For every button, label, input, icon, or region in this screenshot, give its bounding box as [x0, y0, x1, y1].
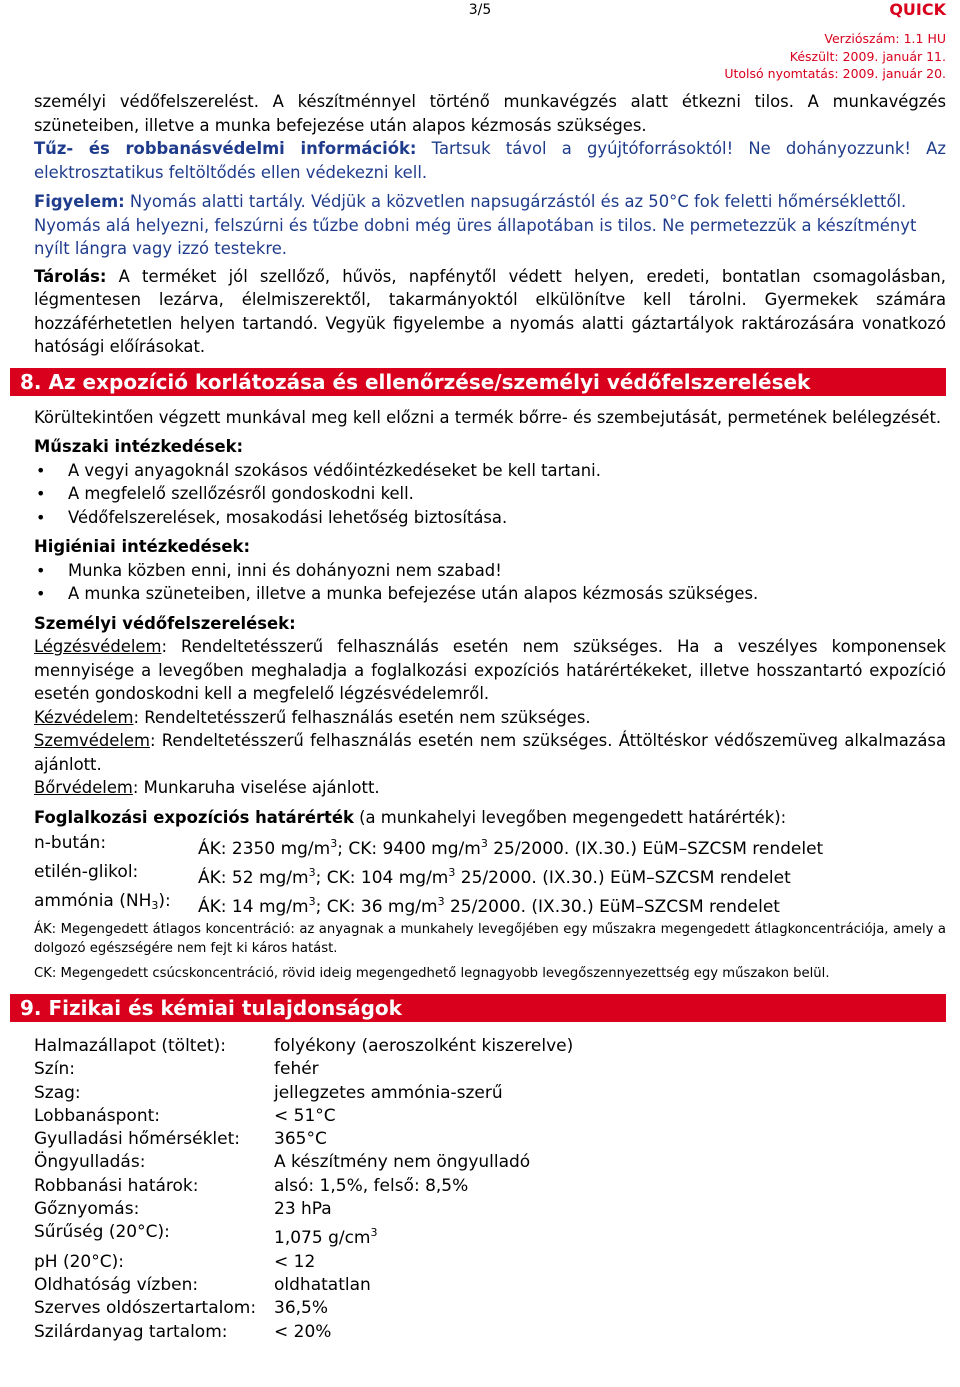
document-body [20, 90, 946, 1344]
fire-text: Tartsuk távol a gyújtóforrásoktól! Ne dohányozzunk! Az elektrosztatikus feltöltődés ellen védekezni kell. [34, 139, 946, 182]
hygiene-measures-heading: Higiéniai intézkedések: [34, 537, 251, 556]
property-row [34, 1221, 946, 1250]
created-date: Készült: 2009. január 11. [789, 48, 946, 64]
ck-definition-note: CK: Megengedett csúcskoncentráció, rövid ideig megengedhető legnagyobb levegőszennyezettség egy műszakon belül. [34, 966, 830, 981]
property-value: folyékony (aeroszolként kiszerelve) [274, 1036, 574, 1056]
limit-values [198, 829, 823, 858]
section-8-title: 8. Az expozíció korlátozása és ellenőrzése/személyi védőfelszerelések [10, 368, 946, 396]
property-value: fehér [274, 1059, 319, 1080]
property-row [34, 1321, 946, 1344]
property-value: < 12 [274, 1251, 316, 1272]
property-value: 36,5% [274, 1298, 329, 1319]
property-label: Öngyulladás: [34, 1152, 146, 1173]
property-label: Szilárdanyag tartalom: [34, 1321, 228, 1342]
technical-measures-heading: Műszaki intézkedések: [34, 437, 244, 456]
hand-label: Kézvédelem [34, 707, 134, 727]
brand-name: QUICK [889, 0, 946, 19]
property-value: < 20% [274, 1321, 332, 1342]
eye-label: Szemvédelem [34, 731, 150, 750]
eye-protection [34, 729, 946, 776]
respiratory-text: : Rendeltetésszerű felhasználás esetén nem szükséges. Ha a veszélyes komponensek mennyisége a levegőben meghaladja a foglalkozási expozíciós határértékeket, illetve hosszantartó expozíció esetén gondoskodni kell a megfelelő légzésvédelemről. [34, 637, 946, 703]
property-label: Sűrűség (20°C): [34, 1222, 170, 1243]
property-label: Szag: [34, 1082, 81, 1103]
regulation: 25/2000. (IX.30.) EüM–SZCSM rendelet [487, 839, 824, 859]
property-label: Robbanási határok: [34, 1175, 199, 1196]
limit-row-butane [34, 829, 946, 858]
property-row [34, 1151, 946, 1174]
property-row [34, 1274, 946, 1297]
warning-paragraph [34, 190, 946, 261]
version-label: Verziószám: 1.1 HU [824, 31, 946, 46]
hand-protection [34, 706, 946, 730]
superscript: 3 [330, 837, 338, 850]
name-part: ammónia (NH [34, 891, 152, 911]
respiratory-protection [34, 635, 946, 706]
property-value: oldhatatlan [274, 1274, 371, 1295]
property-label: Oldhatóság vízben: [34, 1274, 199, 1295]
property-row [34, 1105, 946, 1128]
warning-text: Nyomás alatti tartály. Védjük a közvetlen napsugárzástól és az 50°C fok feletti hőmérséklettől. Nyomás alá helyezni, felszúrni és tűzbe dobni még üres állapotában is tilos. Ne permetezzük a készítményt nyílt lángra vagy izzó testekre. [34, 192, 917, 258]
property-label: pH (20°C): [34, 1251, 124, 1272]
property-value: A készítmény nem öngyulladó [274, 1152, 531, 1173]
storage-label: Tárolás: [34, 266, 107, 286]
property-row [34, 1082, 946, 1105]
ak-value: ÁK: 52 mg/m [198, 868, 309, 888]
property-value [274, 1221, 378, 1250]
property-value: alsó: 1,5%, felső: 8,5% [274, 1175, 469, 1196]
regulation: 25/2000. (IX.30.) EüM–SZCSM rendelet [455, 868, 791, 888]
superscript: 3 [308, 866, 316, 879]
ck-value: ; CK: 9400 mg/m [337, 839, 481, 859]
storage-paragraph [34, 265, 946, 359]
fire-label: Tűz- és robbanásvédelmi információk: [34, 139, 417, 158]
property-row [34, 1058, 946, 1081]
superscript: 3 [480, 837, 488, 850]
list-item: • A megfelelő szellőzésről gondoskodni kell. [34, 482, 946, 506]
technical-measures-list [34, 459, 946, 530]
exposure-label: Foglalkozási expozíciós határérték [34, 807, 354, 827]
name-part: ): [158, 891, 171, 911]
subscript: 3 [151, 899, 159, 912]
ck-value: ; CK: 104 mg/m [315, 868, 449, 888]
property-label: Lobbanáspont: [34, 1105, 160, 1126]
limit-values [198, 887, 780, 916]
substance-name: etilén-glikol: [34, 862, 139, 882]
page-number: 3/5 [468, 2, 492, 18]
superscript: 3 [308, 895, 316, 908]
property-row [34, 1251, 946, 1274]
hygiene-measures-list [34, 559, 946, 606]
density-value: 1,075 g/cm [274, 1228, 371, 1249]
fire-paragraph [34, 137, 946, 184]
ck-value: ; CK: 36 mg/m [315, 897, 438, 917]
property-label: Szín: [34, 1059, 75, 1080]
ak-definition-note: ÁK: Megengedett átlagos koncentráció: az anyagnak a munkahely levegőjében egy műszakra megengedett átlagkoncentrációja, amely a dolgozó egészségére nem fejt ki káros hatást. [34, 922, 946, 956]
list-item: • Védőfelszerelések, mosakodási lehetőség biztosítása. [34, 506, 946, 530]
properties-table [34, 1035, 946, 1344]
storage-text: A terméket jól szellőző, hűvös, napfénytől védett helyen, eredeti, bontatlan csomagolásban, légmentesen lezárva, élelmiszerektől, takarmányoktól elkülönítve kell tárolni. Gyermekek számára hozzáférhetetlen helyen tartandó. Vegyük figyelembe a nyomás alatti gáztartályok raktározására vonatkozó hatósági előírásokat. [34, 266, 946, 356]
hand-text: : Rendeltetésszerű felhasználás esetén nem szükséges. [133, 707, 591, 727]
property-row [34, 1175, 946, 1198]
respiratory-label: Légzésvédelem [34, 637, 162, 656]
skin-label: Bőrvédelem [34, 778, 133, 797]
limit-row-ammonia [34, 887, 946, 916]
property-row [34, 1128, 946, 1151]
section-9-title: 9. Fizikai és kémiai tulajdonságok [10, 994, 946, 1022]
ak-value: ÁK: 2350 mg/m [198, 839, 331, 859]
regulation: 25/2000. (IX.30.) EüM–SZCSM rendelet [444, 897, 780, 917]
superscript: 3 [437, 895, 445, 908]
property-value: 23 hPa [274, 1199, 332, 1220]
document-meta [724, 30, 946, 83]
skin-text: : Munkaruha viselése ajánlott. [132, 778, 380, 797]
skin-protection [34, 776, 946, 800]
handling-paragraph: személyi védőfelszerelést. A készítménnyel történő munkavégzés alatt étkezni tilos. A munkavégzés szüneteiben, illetve a munka befejezése után alapos kézmosás szükséges. [34, 92, 946, 135]
ak-value: ÁK: 14 mg/m [198, 897, 309, 917]
property-value: jellegzetes ammónia-szerű [274, 1082, 503, 1103]
list-item: • A vegyi anyagoknál szokásos védőintézkedéseket be kell tartani. [34, 459, 946, 483]
ppe-heading: Személyi védőfelszerelések: [34, 613, 296, 633]
property-row [34, 1198, 946, 1221]
printed-date: Utolsó nyomtatás: 2009. január 20. [724, 66, 946, 81]
property-label: Szerves oldószertartalom: [34, 1298, 257, 1319]
exposure-intro: Körültekintően végzett munkával meg kell előzni a termék bőrre- és szembejutását, permetének belélegzését. [34, 407, 942, 427]
warning-label: Figyelem: [34, 192, 125, 211]
eye-text: : Rendeltetésszerű felhasználás esetén nem szükséges. Áttöltéskor védőszemüveg alkalmazása ajánlott. [34, 731, 946, 774]
limit-row-glycol [34, 858, 946, 887]
superscript: 3 [448, 866, 456, 879]
property-row [34, 1297, 946, 1320]
list-item: • A munka szüneteiben, illetve a munka befejezése után alapos kézmosás szükséges. [34, 582, 946, 606]
property-label: Gyulladási hőmérséklet: [34, 1129, 240, 1150]
superscript: 3 [370, 1226, 378, 1240]
exposure-text: (a munkahelyi levegőben megengedett határérték): [353, 807, 787, 827]
property-value: 365°C [274, 1129, 327, 1150]
property-label: Gőznyomás: [34, 1199, 140, 1220]
exposure-limits-heading [34, 806, 946, 830]
property-label: Halmazállapot (töltet): [34, 1036, 226, 1056]
list-item: • Munka közben enni, inni és dohányozni nem szabad! [34, 559, 946, 583]
property-row [34, 1035, 946, 1058]
property-value: < 51°C [274, 1105, 336, 1126]
limit-values [198, 858, 791, 887]
substance-name [34, 887, 198, 916]
substance-name: n-bután: [34, 833, 107, 853]
